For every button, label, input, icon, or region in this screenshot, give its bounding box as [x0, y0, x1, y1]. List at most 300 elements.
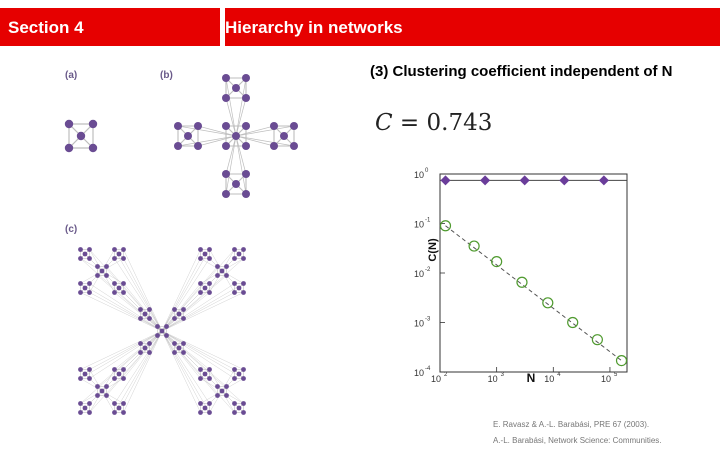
network-edge [102, 267, 107, 272]
network-node [147, 341, 152, 346]
network-edge [162, 331, 210, 404]
network-edge [236, 78, 246, 136]
network-edge [124, 259, 163, 332]
formula-lhs: C [375, 110, 393, 136]
network-edge [102, 271, 124, 293]
network-node [121, 367, 126, 372]
x-tick-exponent: 4 [557, 372, 561, 378]
y-tick-exponent: -1 [425, 217, 431, 224]
network-node [160, 329, 165, 334]
network-edge [81, 391, 103, 413]
network-node [232, 376, 237, 381]
network-edge [162, 331, 175, 353]
network-edge [162, 331, 218, 387]
network-node [224, 264, 229, 269]
network-edge [198, 126, 236, 136]
network-node [87, 376, 92, 381]
network-edge [222, 379, 244, 392]
network-edge [145, 310, 150, 315]
network-edge [162, 259, 201, 332]
network-edge [102, 259, 115, 272]
network-node [215, 393, 220, 398]
network-node [184, 132, 192, 140]
network-edge [98, 271, 103, 276]
network-edge [162, 331, 227, 396]
network-edge [162, 250, 235, 332]
network-edge [90, 259, 103, 272]
network-edge [222, 387, 227, 392]
network-node [121, 290, 126, 295]
network-edge [162, 331, 184, 353]
network-edge [162, 331, 201, 370]
network-edge [201, 254, 206, 259]
network-edge [226, 174, 236, 184]
network-edge [201, 391, 223, 413]
network-node [232, 180, 240, 188]
network-node [215, 273, 220, 278]
x-tick-exponent: 2 [444, 372, 448, 378]
network-edge [162, 331, 167, 336]
network-node [203, 406, 208, 411]
x-tick-exponent: 5 [613, 372, 618, 378]
network-edge [102, 250, 124, 272]
circle-point [492, 257, 502, 267]
network-edge [201, 250, 206, 255]
network-edge [226, 126, 236, 136]
circle-point [543, 298, 553, 308]
network-node [155, 333, 160, 338]
network-edge [222, 379, 235, 392]
network-edge [179, 348, 184, 353]
header-bar [0, 0, 720, 46]
network-node [241, 401, 246, 406]
network-node [87, 367, 92, 372]
network-edge [162, 284, 201, 332]
network-edge [201, 284, 206, 289]
network-edge [236, 126, 274, 136]
network-edge [107, 267, 163, 332]
network-node [155, 324, 160, 329]
network-edge [179, 310, 184, 315]
network-node [65, 144, 73, 152]
network-edge [115, 288, 120, 293]
network-node [241, 281, 246, 286]
network-edge [119, 288, 124, 293]
network-edge [226, 136, 236, 146]
network-edge [90, 250, 163, 332]
network-edge [102, 387, 107, 392]
network-edge [210, 250, 223, 272]
network-node [138, 307, 143, 312]
network-edge [119, 254, 124, 259]
circle-point [440, 221, 450, 231]
section-label: Section 4 [8, 18, 84, 37]
network-node [242, 190, 250, 198]
network-edge [115, 331, 163, 379]
network-node [280, 132, 288, 140]
network-node [95, 384, 100, 389]
network-edge [235, 370, 240, 375]
network-edge [188, 136, 198, 146]
network-node [112, 281, 117, 286]
network-edge [141, 310, 146, 315]
diamond-point [480, 175, 490, 185]
network-edge [107, 331, 163, 396]
network-edge [205, 254, 210, 259]
network-node [121, 401, 126, 406]
network-edge [69, 124, 81, 136]
network-edge [81, 288, 86, 293]
network-edge [124, 250, 163, 332]
network-node [87, 256, 92, 261]
x-tick-label: 10 [600, 374, 611, 384]
citation-2: A.-L. Barabási, Network Science: Communities. [493, 436, 662, 445]
network-node [78, 247, 83, 252]
network-edge [98, 267, 103, 272]
network-edge [85, 374, 90, 379]
network-edge [239, 374, 244, 379]
network-edge [222, 370, 244, 392]
network-edge [162, 331, 210, 413]
network-edge [81, 391, 103, 404]
network-edge [218, 391, 223, 396]
network-edge [98, 391, 103, 396]
network-edge [162, 310, 184, 332]
network-edge [236, 136, 246, 194]
network-node [87, 410, 92, 415]
y-tick-exponent: 0 [425, 168, 429, 174]
network-edge [141, 331, 163, 353]
diamond-point [559, 175, 569, 185]
network-node [95, 264, 100, 269]
network-node [241, 290, 246, 295]
network-edge [90, 293, 163, 332]
page-title: Hierarchy in networks [225, 18, 403, 37]
network-node [78, 410, 83, 415]
network-node [207, 281, 212, 286]
network-node [181, 350, 186, 355]
network-edge [115, 259, 163, 332]
network-edge [119, 374, 124, 379]
network-edge [81, 374, 86, 379]
network-edge [115, 331, 163, 413]
network-edge [205, 250, 210, 255]
network-edge [175, 344, 180, 349]
network-edge [239, 284, 244, 289]
network-node [77, 132, 85, 140]
network-node [237, 406, 242, 411]
network-node [241, 410, 246, 415]
network-node [241, 247, 246, 252]
network-edge [162, 267, 218, 332]
network-node [121, 281, 126, 286]
network-edge [201, 379, 223, 392]
network-edge [236, 126, 294, 136]
network-node [172, 350, 177, 355]
network-edge [162, 331, 235, 379]
network-edge [124, 331, 163, 413]
network-edge [205, 370, 210, 375]
network-node [242, 74, 250, 82]
network-edge [81, 331, 163, 379]
network-edge [239, 254, 244, 259]
network-node [117, 406, 122, 411]
network-node [224, 273, 229, 278]
network-node [222, 122, 230, 130]
network-edge [284, 136, 294, 146]
network-edge [102, 379, 115, 392]
network-edge [201, 370, 206, 375]
network-edge [179, 344, 184, 349]
network-node [104, 264, 109, 269]
network-node [172, 316, 177, 321]
network-node [232, 132, 240, 140]
network-edge [218, 271, 223, 276]
network-edge [85, 370, 90, 375]
y-tick-exponent: -2 [425, 267, 431, 273]
network-edge [98, 387, 103, 392]
network-node [112, 401, 117, 406]
citation-1: E. Ravasz & A.-L. Barabási, PRE 67 (2003). [493, 420, 650, 429]
network-node [232, 281, 237, 286]
network-node [147, 350, 152, 355]
y-tick-label: 10 [413, 269, 424, 279]
network-edge [141, 348, 146, 353]
network-edge [141, 331, 163, 344]
network-edge [188, 126, 198, 136]
network-edge [150, 331, 163, 353]
network-edge [162, 250, 244, 332]
network-node [224, 384, 229, 389]
network-edge [205, 408, 210, 413]
network-edge [162, 331, 218, 396]
network-edge [162, 331, 235, 370]
network-edge [162, 331, 175, 344]
network-node [198, 256, 203, 261]
network-edge [175, 348, 180, 353]
network-edge [226, 88, 236, 98]
network-node [290, 122, 298, 130]
network-node [100, 389, 105, 394]
network-edge [162, 276, 227, 332]
slide-subtitle: (3) Clustering coefficient independent of N [370, 63, 673, 80]
network-edge [150, 319, 163, 332]
network-node [95, 273, 100, 278]
network-edge [90, 271, 103, 293]
circle-point [592, 335, 602, 345]
network-edge [102, 271, 115, 293]
network-node [224, 393, 229, 398]
network-edge [107, 331, 163, 387]
network-edge [162, 259, 235, 332]
panel-label-b: (b) [160, 70, 173, 81]
network-edge [102, 391, 107, 396]
network-node [220, 269, 225, 274]
network-edge [162, 293, 210, 332]
network-node [164, 333, 169, 338]
plot-frame [440, 174, 627, 372]
network-edge [162, 293, 244, 332]
network-node [232, 247, 237, 252]
network-node [89, 120, 97, 128]
network-node [87, 281, 92, 286]
network-edge [235, 284, 240, 289]
formula-rhs: 0.743 [426, 110, 493, 136]
network-node [117, 286, 122, 291]
network-edge [81, 404, 86, 409]
network-edge [81, 250, 163, 332]
network-node [232, 256, 237, 261]
network-edge [81, 370, 86, 375]
network-node [65, 120, 73, 128]
network-edge [239, 288, 244, 293]
title-bar [225, 8, 720, 46]
network-edge [145, 348, 150, 353]
network-edge [198, 136, 236, 146]
network-edge [239, 370, 244, 375]
x-tick-label: 10 [487, 374, 498, 384]
network-edge [222, 391, 244, 404]
network-node [203, 372, 208, 377]
network-node [198, 367, 203, 372]
network-edge [81, 271, 103, 293]
network-edge [102, 391, 115, 404]
network-edge [239, 404, 244, 409]
network-edge [222, 391, 235, 404]
network-node [83, 406, 88, 411]
network-node [87, 401, 92, 406]
network-node [198, 247, 203, 252]
network-edge [124, 331, 163, 404]
network-edge [90, 284, 163, 332]
network-edge [81, 136, 93, 148]
network-node [177, 346, 182, 351]
panel-label-c: (c) [65, 224, 78, 235]
network-node [222, 94, 230, 102]
diamond-point [520, 175, 530, 185]
network-node [147, 307, 152, 312]
network-edge [115, 293, 163, 332]
network-edge [162, 319, 175, 332]
network-node [222, 170, 230, 178]
network-edge [222, 271, 235, 284]
network-node [198, 401, 203, 406]
network-edge [124, 331, 163, 370]
network-edge [81, 379, 103, 392]
network-edge [175, 314, 180, 319]
network-edge [162, 331, 244, 413]
network-edge [81, 254, 86, 259]
network-edge [178, 126, 188, 136]
network-nodes [65, 74, 298, 415]
network-edge [210, 391, 223, 404]
network-node [222, 190, 230, 198]
network-edge [102, 391, 124, 404]
network-node [207, 367, 212, 372]
network-edge [90, 250, 103, 272]
network-edge [150, 331, 163, 344]
network-edge [85, 254, 90, 259]
network-node [89, 144, 97, 152]
network-node [172, 307, 177, 312]
network-edge [115, 331, 163, 404]
network-node [112, 367, 117, 372]
network-edge [90, 259, 163, 332]
network-node [207, 256, 212, 261]
network-edge [222, 259, 235, 272]
network-edge [81, 250, 103, 272]
network-node [95, 393, 100, 398]
network-edge [162, 259, 244, 332]
network-edge [81, 271, 103, 284]
network-edge [90, 391, 103, 413]
network-edge [115, 370, 120, 375]
network-edge [115, 254, 120, 259]
network-edge [226, 98, 236, 136]
network-edge [201, 259, 223, 272]
network-node [78, 256, 83, 261]
network-node [181, 316, 186, 321]
network-edge [226, 78, 236, 88]
network-edge [115, 374, 120, 379]
network-edge [162, 331, 244, 370]
network-node [112, 410, 117, 415]
network-node [215, 264, 220, 269]
network-node [83, 286, 88, 291]
network-edge [141, 319, 163, 332]
network-edge [205, 284, 210, 289]
network-edge [162, 331, 201, 404]
network-edge [210, 271, 223, 293]
network-node [215, 384, 220, 389]
network-node [203, 252, 208, 257]
network-edge [115, 404, 120, 409]
x-axis-label: N [526, 371, 536, 385]
network-node [104, 273, 109, 278]
network-edge [175, 310, 180, 315]
network-edge [222, 271, 235, 293]
network-edge [239, 408, 244, 413]
network-node [207, 376, 212, 381]
network-edge [179, 314, 184, 319]
network-edge [124, 331, 163, 379]
network-node [174, 142, 182, 150]
circle-point [469, 241, 479, 251]
network-node [198, 290, 203, 295]
network-edge [210, 391, 223, 413]
network-edge [102, 271, 124, 284]
network-edge [201, 271, 223, 293]
network-edge [205, 288, 210, 293]
network-node [232, 410, 237, 415]
network-edge [69, 136, 81, 148]
network-node [78, 281, 83, 286]
network-edge [162, 331, 244, 379]
network-edge [115, 408, 120, 413]
network-edge [284, 126, 294, 136]
circle-point [517, 277, 527, 287]
network-node [121, 410, 126, 415]
network-node [220, 389, 225, 394]
network-edge [115, 284, 120, 289]
network-node [83, 252, 88, 257]
network-edge [81, 124, 93, 136]
network-node [242, 142, 250, 150]
network-edge [81, 370, 103, 392]
network-edge [162, 327, 167, 332]
network-edge [81, 259, 103, 272]
network-edge [85, 284, 90, 289]
